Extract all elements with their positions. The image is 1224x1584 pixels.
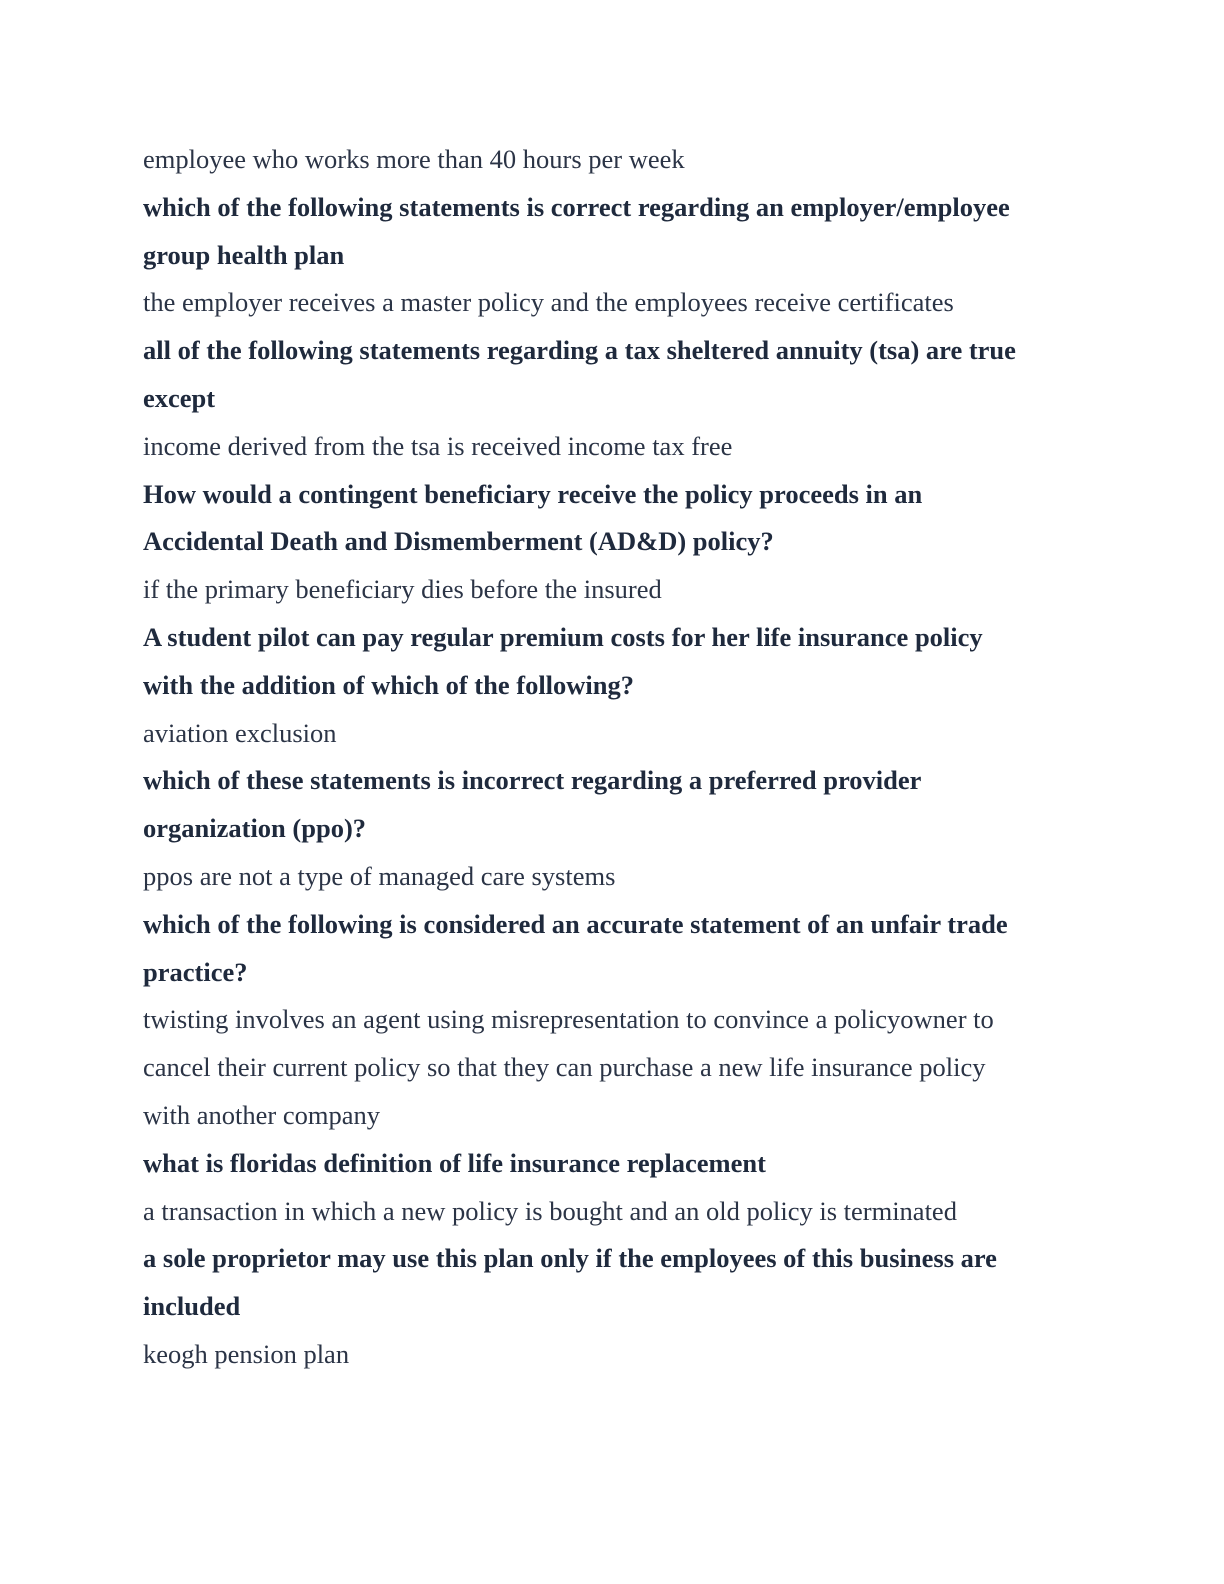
question-line: Accidental Death and Dismemberment (AD&D) policy? — [143, 526, 774, 557]
question-line: a sole proprietor may use this plan only if the employees of this business are — [143, 1243, 997, 1274]
answer-line: with another company — [143, 1099, 380, 1130]
answer-line: if the primary beneficiary dies before the insured — [143, 574, 662, 605]
question-line: which of the following statements is correct regarding an employer/employee — [143, 191, 1010, 222]
question-line: which of these statements is incorrect regarding a preferred provider — [143, 765, 922, 796]
answer-line: keogh pension plan — [143, 1338, 350, 1369]
question-line: included — [143, 1291, 241, 1322]
question-line: A student pilot can pay regular premium costs for her life insurance policy — [143, 621, 983, 652]
question-line: group health plan — [143, 239, 345, 270]
question-line: organization (ppo)? — [143, 813, 367, 844]
question-line: what is floridas definition of life insurance replacement — [143, 1147, 766, 1178]
answer-line: ppos are not a type of managed care systems — [143, 860, 616, 891]
question-line: except — [143, 382, 216, 413]
answer-line: the employer receives a master policy and the employees receive certificates — [143, 287, 954, 318]
question-line: all of the following statements regarding a tax sheltered annuity (tsa) are true — [143, 335, 1016, 366]
answer-line: cancel their current policy so that they can purchase a new life insurance policy — [143, 1052, 986, 1083]
answer-line: aviation exclusion — [143, 717, 337, 748]
answer-line: income derived from the tsa is received income tax free — [143, 430, 733, 461]
document-body — [143, 136, 1083, 1379]
question-line: which of the following is considered an accurate statement of an unfair trade — [143, 908, 1008, 939]
answer-line: employee who works more than 40 hours per week — [143, 144, 685, 174]
question-line: practice? — [143, 956, 248, 987]
question-line: How would a contingent beneficiary receive the policy proceeds in an — [143, 478, 923, 509]
question-line: with the addition of which of the following? — [143, 669, 635, 700]
answer-line: a transaction in which a new policy is bought and an old policy is terminated — [143, 1195, 957, 1226]
answer-line: twisting involves an agent using misrepresentation to convince a policyowner to — [143, 1004, 994, 1035]
